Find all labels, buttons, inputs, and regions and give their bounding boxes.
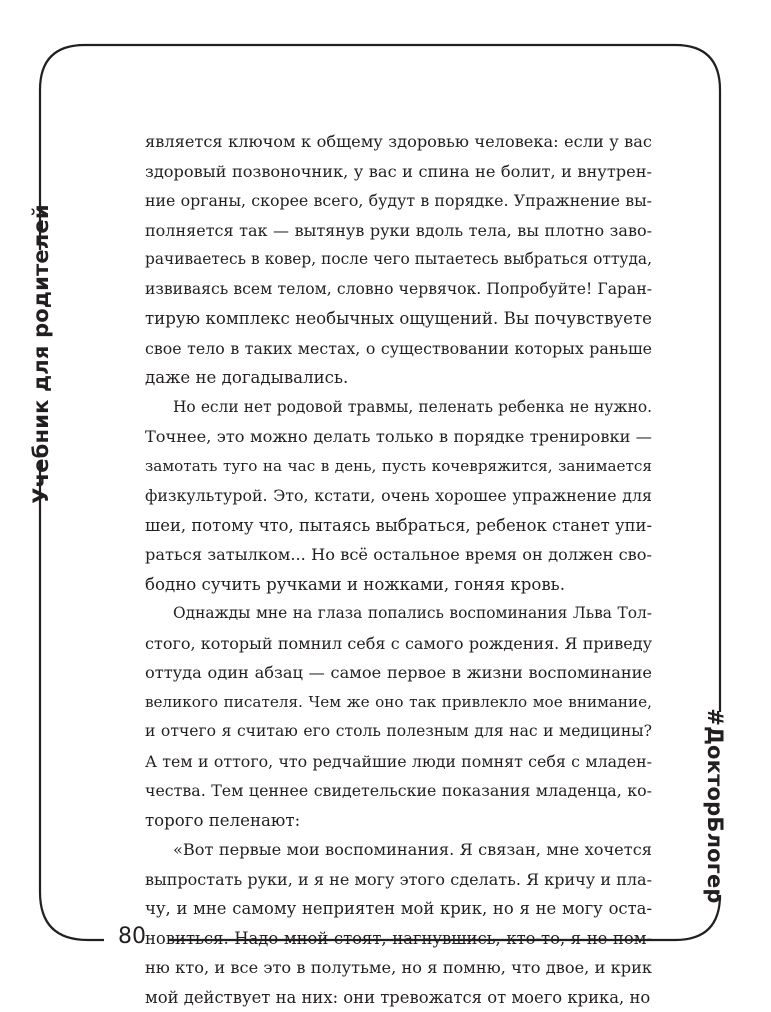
text-line: выпростать руки, и я не могу этого сделать. Я кричу и пла- — [145, 865, 652, 895]
body-text — [145, 127, 652, 1012]
text-line: бодно сучить ручками и ножками, гоняя кровь. — [145, 570, 652, 600]
text-line: даже не догадывались. — [145, 363, 652, 393]
text-line: Точнее, это можно делать только в порядке тренировки — — [145, 422, 652, 452]
text-line: ние органы, скорее всего, будут в порядке. Упражнение вы- — [145, 186, 652, 216]
text-line: извиваясь всем телом, словно червячок. Попробуйте! Гаран- — [145, 275, 652, 305]
text-line: А тем и оттого, что редчайшие люди помнят себя с младен- — [145, 747, 652, 777]
text-line: торого пеленают: — [145, 806, 652, 836]
side-label-right: #ДокторБлогер — [703, 708, 727, 903]
text-line: великого писателя. Чем же оно так привлекло мое внимание, — [145, 688, 652, 718]
text-line: полняется так — вытянув руки вдоль тела, вы плотно заво- — [145, 216, 652, 246]
text-line: «Вот первые мои воспоминания. Я связан, мне хочется — [145, 835, 652, 865]
text-line: ню кто, и все это в полутьме, но я помню, что двое, и крик — [145, 953, 652, 983]
text-line: и отчего я считаю его столь полезным для нас и медицины? — [145, 717, 652, 747]
text-line: рачиваетесь в ковер, после чего пытаетесь выбраться оттуда, — [145, 245, 652, 275]
text-line: здоровый позвоночник, у вас и спина не болит, и внутрен- — [145, 157, 652, 187]
paragraph — [145, 127, 652, 393]
text-line: физкультурой. Это, кстати, очень хорошее упражнение для — [145, 481, 652, 511]
side-label-left: Учебник для родителей — [29, 204, 53, 504]
text-line: Однажды мне на глаза попались воспоминания Льва Тол- — [145, 599, 652, 629]
text-line: Но если нет родовой травмы, пеленать ребенка не нужно. — [145, 393, 652, 423]
text-line: чу, и мне самому неприятен мой крик, но я не могу оста- — [145, 894, 652, 924]
text-line: является ключом к общему здоровью человека: если у вас — [145, 127, 652, 157]
paragraph — [145, 835, 652, 1012]
text-line: чества. Тем ценнее свидетельские показания младенца, ко- — [145, 776, 652, 806]
text-line: новиться. Надо мной стоят, нагнувшись, кто-то, я не пом- — [145, 924, 652, 954]
text-line: раться затылком... Но всё остальное время он должен сво- — [145, 540, 652, 570]
paragraph — [145, 393, 652, 600]
text-line: замотать туго на час в день, пусть кочевряжится, занимается — [145, 452, 652, 482]
text-line: оттуда один абзац — самое первое в жизни воспоминание — [145, 658, 652, 688]
text-line: стого, который помнил себя с самого рождения. Я приведу — [145, 629, 652, 659]
frame-left-lower — [40, 460, 104, 940]
text-line: тирую комплекс необычных ощущений. Вы почувствуете — [145, 304, 652, 334]
text-line: шеи, потому что, пытаясь выбраться, ребенок станет упи- — [145, 511, 652, 541]
page-number: 80 — [118, 924, 146, 949]
paragraph — [145, 599, 652, 835]
text-line: мой действует на них: они тревожатся от моего крика, но — [145, 983, 652, 1012]
text-line: свое тело в таких местах, о существовании которых раньше — [145, 334, 652, 364]
